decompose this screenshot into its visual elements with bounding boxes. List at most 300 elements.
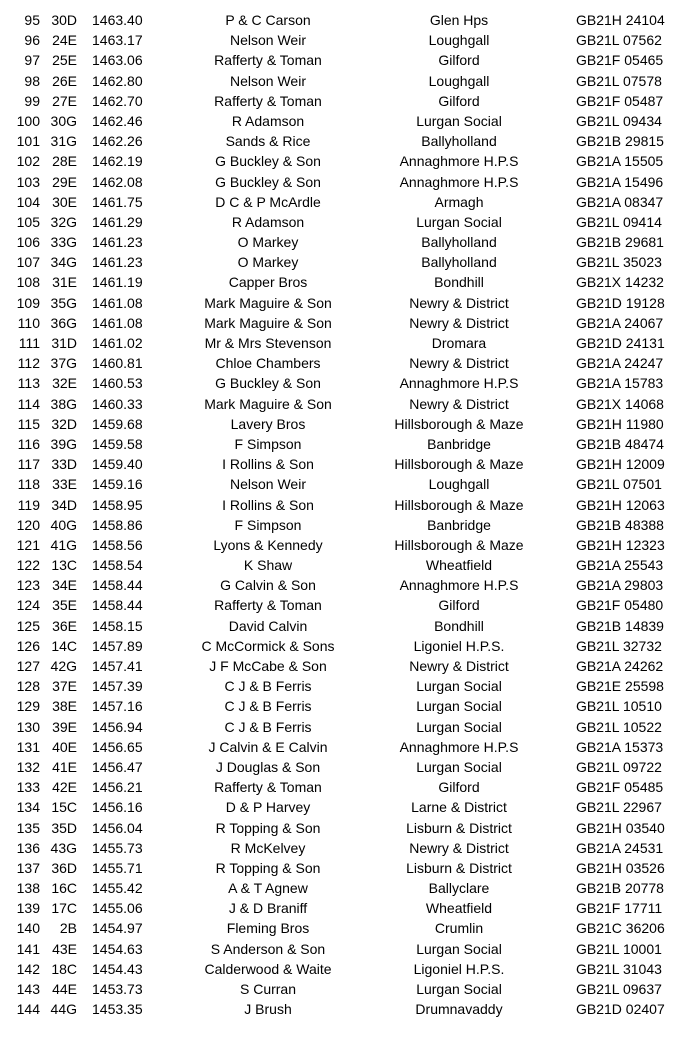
velocity-cell: 1453.73	[92, 981, 143, 997]
ring-number-cell: GB21A 24067	[576, 314, 664, 331]
fancier-name-cell: O Markey	[237, 234, 299, 251]
table-row	[0, 777, 683, 797]
table-row	[0, 353, 683, 373]
table-row	[0, 616, 683, 636]
race-mark-cell: 33D	[51, 456, 77, 473]
club-name-cell: Lurgan Social	[416, 940, 502, 957]
ring-number-cell: GB21L 31043	[576, 960, 662, 977]
race-mark-cell: 31D	[51, 335, 77, 351]
fancier-name-cell: D & P Harvey	[225, 799, 311, 816]
position-cell: 139	[16, 900, 40, 917]
fancier-name-cell: David Calvin	[228, 617, 308, 634]
velocity-cell: 1454.97	[92, 920, 143, 937]
club-name-cell: Bondhill	[434, 274, 484, 291]
position-cell: 137	[16, 859, 40, 876]
velocity-cell: 1460.33	[92, 395, 143, 412]
table-row	[0, 111, 683, 131]
club-name-cell: Hillsborough & Maze	[394, 415, 524, 432]
fancier-name-cell: J & D Braniff	[228, 900, 308, 917]
position-cell: 124	[16, 597, 40, 614]
velocity-cell: 1462.08	[92, 173, 143, 190]
position-cell: 103	[16, 173, 40, 190]
velocity-cell: 1454.43	[92, 960, 143, 977]
table-row	[0, 91, 683, 111]
ring-number-cell: GB21X 14232	[576, 274, 664, 291]
table-row	[0, 515, 683, 535]
ring-number-cell: GB21L 09414	[576, 213, 662, 230]
club-name-cell: Wheatfield	[425, 557, 493, 574]
position-cell: 128	[16, 678, 40, 695]
fancier-name-cell: I Rollins & Son	[222, 456, 314, 473]
position-cell: 97	[24, 52, 40, 69]
velocity-cell: 1461.08	[92, 314, 143, 331]
fancier-name-cell: Rafferty & Toman	[214, 92, 322, 109]
race-mark-cell: 30D	[51, 12, 77, 28]
table-row	[0, 737, 683, 757]
position-cell: 95	[24, 12, 40, 28]
fancier-name-cell: J F McCabe & Son	[209, 658, 327, 674]
fancier-name-cell: Mark Maguire & Son	[204, 395, 332, 412]
fancier-name-cell: R Topping & Son	[215, 819, 321, 836]
position-cell: 108	[16, 274, 40, 291]
fancier-name-cell: Mark Maguire & Son	[204, 314, 332, 331]
race-mark-cell: 30G	[50, 112, 77, 129]
ring-number-cell: GB21B 29815	[576, 133, 664, 150]
club-name-cell: Lurgan Social	[416, 698, 502, 715]
ring-number-cell: GB21F 05480	[576, 597, 664, 614]
fancier-name-cell: Capper Bros	[228, 274, 308, 291]
velocity-cell: 1462.70	[92, 92, 143, 109]
position-cell: 110	[17, 314, 40, 331]
velocity-cell: 1458.44	[92, 597, 143, 614]
position-cell: 125	[16, 617, 40, 634]
race-mark-cell: 39E	[52, 718, 77, 735]
race-mark-cell: 40G	[50, 516, 77, 533]
race-mark-cell: 36E	[52, 617, 77, 634]
velocity-cell: 1454.63	[92, 940, 143, 957]
table-row	[0, 797, 683, 817]
position-cell: 96	[24, 32, 40, 49]
ring-number-cell: GB21B 48388	[576, 516, 664, 533]
position-cell: 104	[16, 193, 40, 210]
position-cell: 132	[16, 758, 40, 775]
table-row	[0, 10, 683, 30]
ring-number-cell: GB21C 36206	[576, 920, 665, 937]
fancier-name-cell: Rafferty & Toman	[214, 52, 322, 69]
fancier-name-cell: D C & P McArdle	[215, 193, 321, 210]
fancier-name-cell: Nelson Weir	[230, 32, 306, 49]
table-row	[0, 474, 683, 494]
velocity-cell: 1458.86	[92, 516, 143, 533]
club-name-cell: Ballyholland	[421, 234, 497, 251]
race-mark-cell: 35D	[51, 819, 77, 836]
velocity-cell: 1461.29	[92, 213, 143, 230]
club-name-cell: Lurgan Social	[416, 112, 502, 129]
race-mark-cell: 35G	[50, 294, 77, 311]
ring-number-cell: GB21A 24247	[576, 355, 664, 372]
fancier-name-cell: Lavery Bros	[230, 415, 306, 432]
ring-number-cell: GB21H 12009	[576, 456, 665, 473]
club-name-cell: Hillsborough & Maze	[394, 456, 524, 473]
ring-number-cell: GB21L 10510	[576, 698, 662, 715]
fancier-name-cell: K Shaw	[243, 557, 293, 574]
ring-number-cell: GB21L 22967	[576, 799, 662, 816]
position-cell: 144	[16, 1001, 40, 1018]
ring-number-cell: GB21A 15783	[576, 375, 664, 392]
club-name-cell: Larne & District	[411, 799, 507, 816]
velocity-cell: 1458.44	[92, 577, 143, 594]
velocity-cell: 1462.80	[92, 72, 143, 89]
club-name-cell: Lurgan Social	[416, 981, 502, 997]
race-mark-cell: 36D	[51, 859, 77, 876]
ring-number-cell: GB21A 25543	[576, 557, 664, 574]
club-name-cell: Gilford	[438, 597, 480, 614]
position-cell: 142	[16, 960, 40, 977]
race-mark-cell: 30E	[52, 193, 77, 210]
fancier-name-cell: Sands & Rice	[225, 133, 311, 150]
fancier-name-cell: Calderwood & Waite	[204, 960, 332, 977]
velocity-cell: 1463.40	[92, 12, 143, 28]
table-row	[0, 252, 683, 272]
ring-number-cell: GB21L 10001	[576, 940, 662, 957]
ring-number-cell: GB21L 09722	[576, 758, 662, 775]
race-mark-cell: 16C	[51, 880, 77, 897]
club-name-cell: Bondhill	[434, 617, 484, 634]
fancier-name-cell: J Douglas & Son	[215, 758, 321, 775]
ring-number-cell: GB21A 24531	[576, 839, 664, 856]
club-name-cell: Newry & District	[409, 294, 509, 311]
fancier-name-cell: Mr & Mrs Stevenson	[204, 335, 332, 351]
fancier-name-cell: R Adamson	[231, 112, 305, 129]
club-name-cell: Lurgan Social	[416, 718, 502, 735]
ring-number-cell: GB21H 11980	[576, 415, 664, 432]
ring-number-cell: GB21X 14068	[576, 395, 664, 412]
race-mark-cell: 34D	[51, 496, 77, 513]
race-mark-cell: 42G	[50, 658, 77, 674]
fancier-name-cell: C J & B Ferris	[224, 678, 312, 695]
club-name-cell: Newry & District	[409, 314, 509, 331]
race-mark-cell: 41G	[50, 536, 77, 553]
ring-number-cell: GB21A 08347	[576, 193, 664, 210]
ring-number-cell: GB21B 48474	[576, 435, 664, 452]
club-name-cell: Ballyholland	[421, 254, 497, 271]
ring-number-cell: GB21L 07578	[576, 72, 662, 89]
velocity-cell: 1462.19	[92, 153, 143, 170]
position-cell: 116	[17, 435, 40, 452]
club-name-cell: Banbridge	[427, 516, 491, 533]
table-row	[0, 232, 683, 252]
ring-number-cell: GB21H 12323	[576, 536, 665, 553]
club-name-cell: Ligoniel H.P.S.	[413, 960, 505, 977]
ring-number-cell: GB21L 07501	[576, 476, 662, 493]
ring-number-cell: GB21L 35023	[576, 254, 662, 271]
ring-number-cell: GB21A 29803	[576, 577, 664, 594]
race-mark-cell: 28E	[52, 153, 77, 170]
table-row	[0, 293, 683, 313]
race-mark-cell: 17C	[51, 900, 77, 917]
table-row	[0, 696, 683, 716]
club-name-cell: Newry & District	[409, 658, 509, 674]
velocity-cell: 1463.17	[92, 32, 143, 49]
position-cell: 122	[16, 557, 40, 574]
fancier-name-cell: C J & B Ferris	[224, 698, 312, 715]
ring-number-cell: GB21F 05487	[576, 92, 664, 109]
club-name-cell: Annaghmore H.P.S	[399, 738, 519, 755]
fancier-name-cell: S Anderson & Son	[210, 940, 326, 957]
club-name-cell: Loughgall	[428, 32, 490, 49]
position-cell: 107	[16, 254, 40, 271]
club-name-cell: Armagh	[434, 193, 484, 210]
velocity-cell: 1457.39	[92, 678, 143, 695]
ring-number-cell: GB21B 29681	[576, 234, 664, 251]
fancier-name-cell: J Calvin & E Calvin	[208, 738, 328, 755]
fancier-name-cell: G Buckley & Son	[215, 375, 321, 392]
table-row	[0, 172, 683, 192]
table-row	[0, 595, 683, 615]
race-mark-cell: 39G	[50, 435, 77, 452]
table-row	[0, 50, 683, 70]
race-mark-cell: 31G	[50, 133, 77, 150]
fancier-name-cell: R Adamson	[231, 213, 305, 230]
position-cell: 99	[24, 92, 40, 109]
position-cell: 121	[16, 536, 40, 553]
table-row	[0, 676, 683, 696]
race-mark-cell: 38E	[52, 698, 77, 715]
table-row	[0, 535, 683, 555]
club-name-cell: Lurgan Social	[416, 213, 502, 230]
velocity-cell: 1458.15	[92, 617, 143, 634]
race-mark-cell: 33E	[52, 476, 77, 493]
position-cell: 106	[16, 234, 40, 251]
club-name-cell: Newry & District	[409, 395, 509, 412]
fancier-name-cell: Lyons & Kennedy	[213, 536, 323, 553]
table-row	[0, 979, 683, 999]
club-name-cell: Lurgan Social	[416, 758, 502, 775]
table-row	[0, 939, 683, 959]
table-row	[0, 838, 683, 858]
table-row	[0, 656, 683, 676]
club-name-cell: Newry & District	[409, 355, 509, 372]
position-cell: 138	[16, 880, 40, 897]
club-name-cell: Annaghmore H.P.S	[399, 375, 519, 392]
position-cell: 127	[16, 658, 40, 674]
table-row	[0, 818, 683, 838]
club-name-cell: Ballyclare	[428, 880, 490, 897]
fancier-name-cell: J Brush	[244, 1001, 292, 1018]
table-row	[0, 898, 683, 918]
ring-number-cell: GB21H 03526	[576, 859, 665, 876]
velocity-cell: 1459.16	[92, 476, 143, 493]
race-mark-cell: 29E	[52, 173, 77, 190]
ring-number-cell: GB21D 19128	[576, 294, 665, 311]
fancier-name-cell: Rafferty & Toman	[214, 779, 322, 796]
race-mark-cell: 36G	[50, 314, 77, 331]
club-name-cell: Glen Hps	[429, 12, 489, 28]
position-cell: 140	[16, 920, 40, 937]
club-name-cell: Annaghmore H.P.S	[399, 153, 519, 170]
velocity-cell: 1455.06	[92, 900, 143, 917]
ring-number-cell: GB21L 10522	[576, 718, 662, 735]
position-cell: 98	[24, 72, 40, 89]
velocity-cell: 1462.46	[92, 112, 143, 129]
fancier-name-cell: R Topping & Son	[215, 859, 321, 876]
table-row	[0, 414, 683, 434]
table-row	[0, 999, 683, 1019]
position-cell: 123	[16, 577, 40, 594]
club-name-cell: Gilford	[438, 52, 480, 69]
velocity-cell: 1458.56	[92, 536, 143, 553]
position-cell: 115	[17, 415, 40, 432]
table-row	[0, 131, 683, 151]
race-mark-cell: 34E	[52, 577, 77, 594]
position-cell: 136	[16, 839, 40, 856]
ring-number-cell: GB21A 15373	[576, 738, 664, 755]
velocity-cell: 1461.19	[92, 274, 143, 291]
race-mark-cell: 37E	[52, 678, 77, 695]
velocity-cell: 1461.02	[92, 335, 143, 351]
club-name-cell: Newry & District	[409, 839, 509, 856]
fancier-name-cell: Chloe Chambers	[215, 355, 321, 372]
table-row	[0, 394, 683, 414]
fancier-name-cell: C McCormick & Sons	[201, 637, 335, 654]
fancier-name-cell: F Simpson	[234, 516, 302, 533]
race-mark-cell: 32D	[51, 415, 77, 432]
ring-number-cell: GB21E 25598	[576, 678, 664, 695]
position-cell: 131	[16, 738, 40, 755]
table-row	[0, 212, 683, 232]
ring-number-cell: GB21A 15505	[576, 153, 664, 170]
fancier-name-cell: A & T Agnew	[228, 880, 308, 897]
fancier-name-cell: C J & B Ferris	[224, 718, 312, 735]
ring-number-cell: GB21H 03540	[576, 819, 665, 836]
race-mark-cell: 42E	[52, 779, 77, 796]
club-name-cell: Banbridge	[427, 435, 491, 452]
position-cell: 129	[16, 698, 40, 715]
velocity-cell: 1455.42	[92, 880, 143, 897]
position-cell: 109	[16, 294, 40, 311]
velocity-cell: 1459.58	[92, 435, 143, 452]
position-cell: 100	[16, 112, 40, 129]
fancier-name-cell: O Markey	[237, 254, 299, 271]
table-row	[0, 333, 683, 353]
club-name-cell: Wheatfield	[425, 900, 493, 917]
club-name-cell: Hillsborough & Maze	[394, 536, 524, 553]
results-table	[0, 10, 683, 1019]
fancier-name-cell: Nelson Weir	[230, 72, 306, 89]
club-name-cell: Crumlin	[434, 920, 484, 937]
table-row	[0, 71, 683, 91]
club-name-cell: Gilford	[438, 779, 480, 796]
ring-number-cell: GB21H 12063	[576, 496, 665, 513]
table-row	[0, 495, 683, 515]
race-mark-cell: 37G	[50, 355, 77, 372]
ring-number-cell: GB21L 07562	[576, 32, 662, 49]
velocity-cell: 1460.53	[92, 375, 143, 392]
velocity-cell: 1456.16	[92, 799, 143, 816]
race-mark-cell: 25E	[52, 52, 77, 69]
velocity-cell: 1461.08	[92, 294, 143, 311]
velocity-cell: 1461.23	[92, 234, 143, 251]
table-row	[0, 272, 683, 292]
fancier-name-cell: F Simpson	[234, 435, 302, 452]
velocity-cell: 1461.75	[92, 193, 143, 210]
fancier-name-cell: Fleming Bros	[226, 920, 310, 937]
table-row	[0, 373, 683, 393]
velocity-cell: 1457.41	[92, 658, 143, 674]
race-mark-cell: 14C	[51, 637, 77, 654]
club-name-cell: Hillsborough & Maze	[394, 496, 524, 513]
velocity-cell: 1461.23	[92, 254, 143, 271]
fancier-name-cell: G Buckley & Son	[215, 173, 321, 190]
race-mark-cell: 44G	[50, 1001, 77, 1018]
race-mark-cell: 2B	[59, 920, 77, 937]
club-name-cell: Drumnavaddy	[415, 1001, 503, 1018]
race-mark-cell: 32E	[52, 375, 77, 392]
position-cell: 101	[16, 133, 40, 150]
ring-number-cell: GB21L 32732	[576, 637, 662, 654]
position-cell: 135	[16, 819, 40, 836]
velocity-cell: 1458.54	[92, 557, 143, 574]
table-row	[0, 858, 683, 878]
velocity-cell: 1456.04	[92, 819, 143, 836]
table-row	[0, 717, 683, 737]
race-mark-cell: 18C	[51, 960, 77, 977]
race-mark-cell: 24E	[52, 32, 77, 49]
club-name-cell: Loughgall	[428, 72, 490, 89]
race-mark-cell: 43E	[52, 940, 77, 957]
position-cell: 120	[16, 516, 40, 533]
position-cell: 105	[16, 213, 40, 230]
fancier-name-cell: S Curran	[239, 981, 297, 997]
ring-number-cell: GB21H 24104	[576, 12, 665, 28]
position-cell: 118	[17, 476, 40, 493]
race-mark-cell: 13C	[51, 557, 77, 574]
ring-number-cell: GB21D 24131	[576, 335, 665, 351]
race-mark-cell: 34G	[50, 254, 77, 271]
ring-number-cell: GB21L 09637	[576, 981, 662, 997]
ring-number-cell: GB21D 02407	[576, 1001, 665, 1018]
race-mark-cell: 40E	[52, 738, 77, 755]
velocity-cell: 1462.26	[92, 133, 143, 150]
club-name-cell: Ballyholland	[421, 133, 497, 150]
fancier-name-cell: G Calvin & Son	[220, 577, 316, 594]
race-mark-cell: 33G	[50, 234, 77, 251]
velocity-cell: 1459.68	[92, 415, 143, 432]
ring-number-cell: GB21F 05465	[576, 52, 664, 69]
position-cell: 117	[17, 456, 40, 473]
table-row	[0, 959, 683, 979]
club-name-cell: Gilford	[438, 92, 480, 109]
club-name-cell: Annaghmore H.P.S	[399, 577, 519, 594]
velocity-cell: 1457.16	[92, 698, 143, 715]
velocity-cell: 1453.35	[92, 1001, 143, 1018]
position-cell: 130	[16, 718, 40, 735]
ring-number-cell: GB21A 24262	[576, 658, 664, 674]
table-row	[0, 555, 683, 575]
table-row	[0, 918, 683, 938]
velocity-cell: 1459.40	[92, 456, 143, 473]
table-row	[0, 575, 683, 595]
race-mark-cell: 15C	[51, 799, 77, 816]
race-mark-cell: 44E	[52, 981, 77, 997]
race-mark-cell: 41E	[52, 758, 77, 775]
race-mark-cell: 32G	[50, 213, 77, 230]
fancier-name-cell: Nelson Weir	[230, 476, 306, 493]
position-cell: 134	[16, 799, 40, 816]
table-row	[0, 313, 683, 333]
position-cell: 141	[16, 940, 40, 957]
table-row	[0, 454, 683, 474]
